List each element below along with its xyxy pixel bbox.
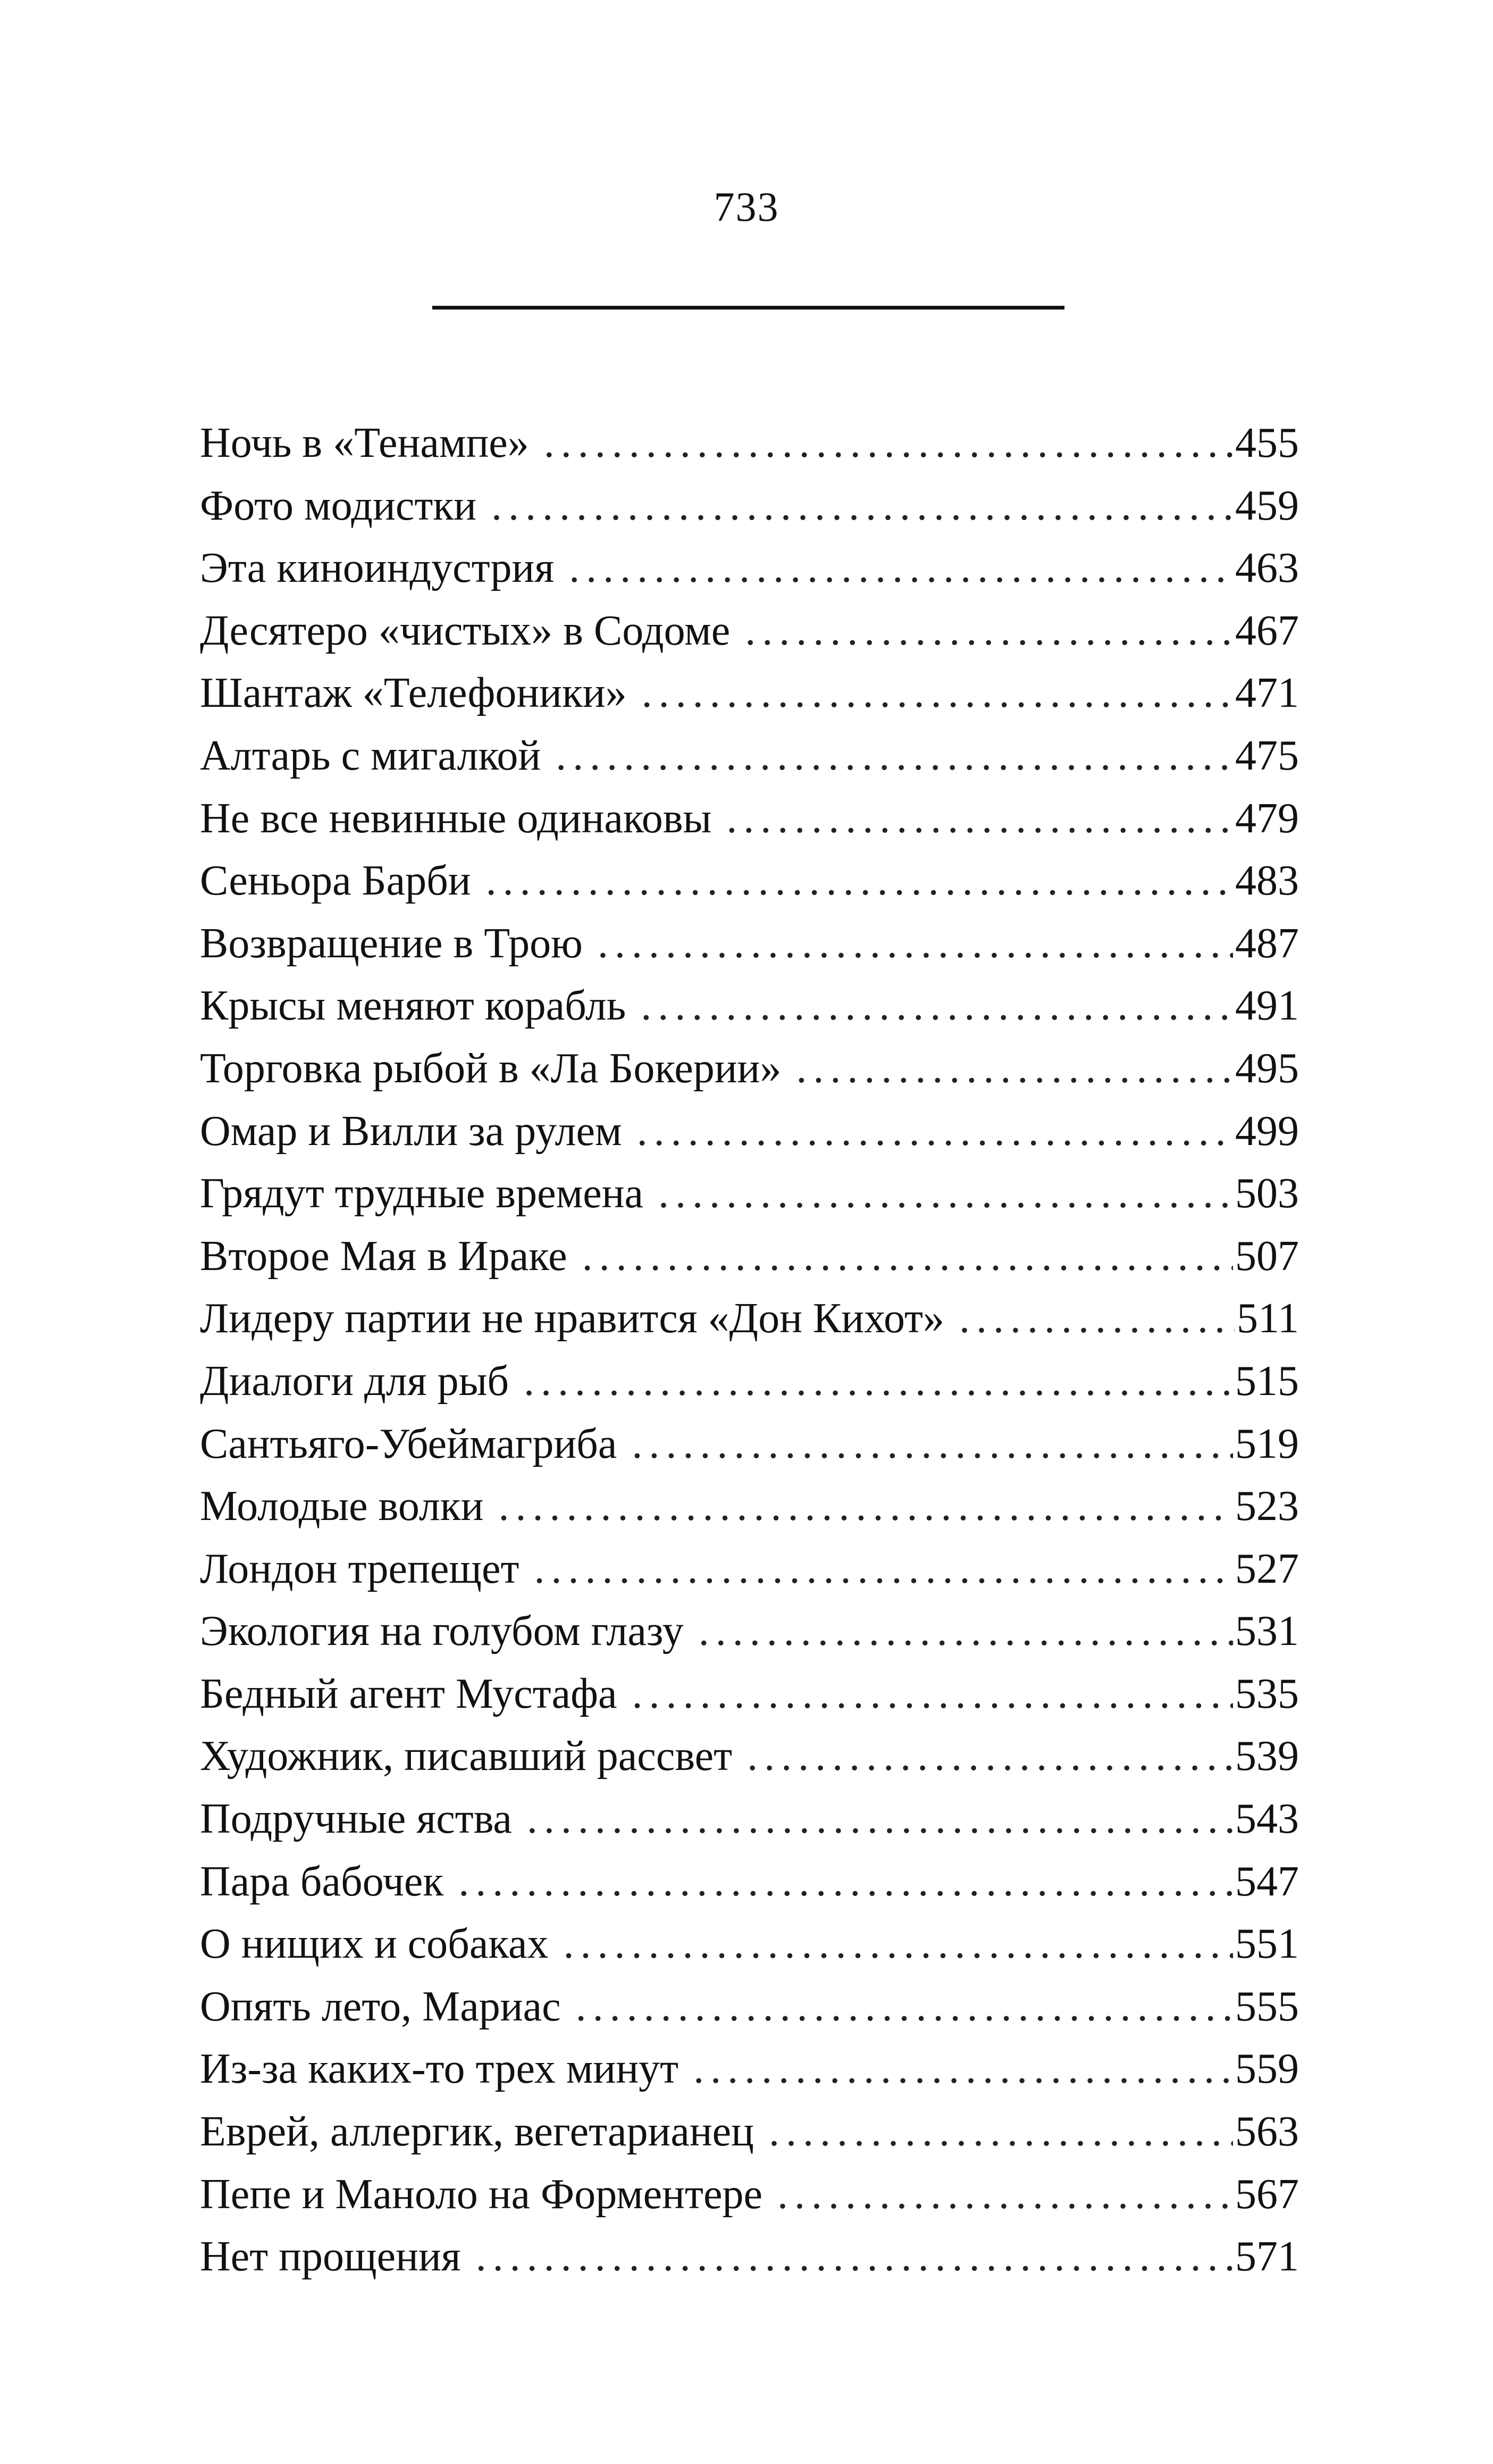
toc-entry-title: Ночь в «Тенампе»	[200, 420, 529, 466]
toc-entry-page: 531	[1235, 1608, 1299, 1655]
toc-entry	[200, 1663, 1299, 1726]
toc-entry	[200, 2164, 1299, 2226]
toc-entry-title: Крысы меняют корабль	[200, 982, 626, 1030]
toc-entry-page: 495	[1235, 1045, 1299, 1092]
toc-entry	[200, 913, 1299, 975]
toc-dot-leader	[637, 1100, 1233, 1163]
toc-entry-title: Опять лето, Мариас	[200, 1983, 561, 2030]
toc-entry-title: Омар и Вилли за рулем	[200, 1107, 622, 1155]
toc-entry-page: 571	[1235, 2233, 1299, 2281]
toc-dot-leader	[699, 1600, 1233, 1663]
toc-dot-leader	[632, 1663, 1233, 1726]
toc-entry-title: Сеньора Барби	[200, 857, 471, 905]
toc-dot-leader	[527, 1788, 1233, 1851]
table-of-contents	[200, 412, 1299, 2288]
header-rule	[432, 306, 1064, 310]
toc-entry	[200, 1788, 1299, 1851]
toc-entry-page: 507	[1235, 1232, 1299, 1280]
toc-entry-title: Еврей, аллергик, вегетарианец	[200, 2108, 754, 2156]
toc-dot-leader	[726, 788, 1233, 850]
toc-entry-title: Пара бабочек	[200, 1858, 444, 1905]
toc-entry-page: 503	[1235, 1170, 1299, 1217]
toc-entry-page: 459	[1235, 482, 1299, 529]
toc-entry-page: 475	[1235, 732, 1299, 779]
toc-dot-leader	[498, 1475, 1233, 1538]
toc-entry	[200, 1038, 1299, 1100]
toc-entry	[200, 2038, 1299, 2101]
toc-entry-title: Фото модистки	[200, 482, 477, 529]
toc-entry-title: Лондон трепещет	[200, 1545, 519, 1592]
toc-entry-title: Алтарь с мигалкой	[200, 732, 541, 779]
toc-dot-leader	[632, 1413, 1233, 1476]
toc-entry-page: 535	[1235, 1670, 1299, 1717]
toc-entry-title: Второе Мая в Ираке	[200, 1232, 567, 1280]
toc-dot-leader	[582, 1225, 1233, 1288]
toc-entry-page: 523	[1235, 1483, 1299, 1530]
toc-dot-leader	[564, 1913, 1233, 1976]
toc-entry-page: 559	[1235, 2045, 1299, 2093]
toc-dot-leader	[796, 1038, 1233, 1100]
toc-entry-title: Экология на голубом глазу	[200, 1608, 684, 1655]
toc-entry-page: 527	[1235, 1545, 1299, 1592]
toc-dot-leader	[642, 662, 1233, 725]
toc-entry	[200, 1225, 1299, 1288]
toc-dot-leader	[556, 725, 1233, 788]
toc-entry-title: Не все невинные одинаковы	[200, 795, 712, 842]
toc-dot-leader	[491, 475, 1233, 538]
toc-entry	[200, 1538, 1299, 1601]
toc-dot-leader	[458, 1851, 1233, 1914]
toc-entry	[200, 1288, 1299, 1350]
toc-entry-title: Бедный агент Мустафа	[200, 1670, 617, 1717]
toc-entry	[200, 1725, 1299, 1788]
toc-entry-page: 455	[1235, 420, 1299, 466]
page-number: 733	[714, 183, 779, 230]
toc-entry	[200, 2226, 1299, 2288]
toc-entry	[200, 1913, 1299, 1976]
toc-entry-page: 547	[1235, 1858, 1299, 1905]
toc-entry-title: Эта киноиндустрия	[200, 545, 555, 592]
toc-dot-leader	[641, 975, 1233, 1038]
toc-entry	[200, 1100, 1299, 1163]
toc-dot-leader	[569, 537, 1233, 600]
toc-entry	[200, 975, 1299, 1038]
toc-entry-title: Нет прощения	[200, 2233, 461, 2281]
toc-entry	[200, 1350, 1299, 1413]
toc-dot-leader	[745, 600, 1233, 663]
toc-entry-page: 567	[1235, 2170, 1299, 2218]
toc-entry-title: Возвращение в Трою	[200, 920, 583, 967]
toc-entry-title: Пепе и Маноло на Форментере	[200, 2170, 762, 2218]
toc-entry	[200, 850, 1299, 913]
toc-dot-leader	[576, 1976, 1233, 2039]
toc-dot-leader	[524, 1350, 1233, 1413]
toc-dot-leader	[777, 2164, 1233, 2226]
toc-entry	[200, 1851, 1299, 1914]
toc-entry-page: 499	[1235, 1107, 1299, 1155]
toc-entry-title: Грядут трудные времена	[200, 1170, 644, 1217]
toc-dot-leader	[959, 1288, 1235, 1350]
toc-entry-title: Подручные яства	[200, 1795, 512, 1843]
toc-entry	[200, 1163, 1299, 1225]
toc-entry	[200, 2101, 1299, 2164]
toc-entry-page: 539	[1235, 1733, 1299, 1780]
toc-dot-leader	[544, 412, 1233, 475]
toc-entry-title: Десятеро «чистых» в Содоме	[200, 607, 731, 654]
toc-entry	[200, 725, 1299, 788]
toc-entry-page: 471	[1235, 670, 1299, 717]
toc-entry-page: 563	[1235, 2108, 1299, 2156]
toc-dot-leader	[747, 1725, 1233, 1788]
toc-entry-page: 511	[1236, 1295, 1299, 1342]
toc-entry	[200, 600, 1299, 663]
toc-entry-title: Торговка рыбой в «Ла Бокерии»	[200, 1045, 782, 1092]
toc-dot-leader	[476, 2226, 1233, 2288]
toc-entry-title: Молодые волки	[200, 1483, 484, 1530]
toc-entry-title: Лидеру партии не нравится «Дон Кихот»	[200, 1295, 944, 1342]
toc-entry-page: 467	[1235, 607, 1299, 654]
toc-entry-title: О нищих и собаках	[200, 1920, 549, 1968]
toc-entry-page: 519	[1235, 1420, 1299, 1467]
toc-entry-page: 479	[1235, 795, 1299, 842]
toc-dot-leader	[534, 1538, 1233, 1601]
toc-entry-page: 515	[1235, 1357, 1299, 1405]
toc-entry-title: Сантьяго-Убеймагриба	[200, 1420, 617, 1467]
toc-entry	[200, 1600, 1299, 1663]
toc-dot-leader	[693, 2038, 1233, 2101]
toc-entry	[200, 788, 1299, 850]
toc-entry	[200, 1413, 1299, 1476]
toc-dot-leader	[769, 2101, 1233, 2164]
toc-entry	[200, 537, 1299, 600]
toc-entry-page: 463	[1235, 545, 1299, 592]
toc-entry-page: 487	[1235, 920, 1299, 967]
toc-entry	[200, 412, 1299, 475]
toc-entry-title: Шантаж «Телефоники»	[200, 670, 627, 717]
toc-entry-page: 555	[1235, 1983, 1299, 2030]
toc-entry	[200, 1976, 1299, 2039]
toc-dot-leader	[658, 1163, 1233, 1225]
toc-entry-title: Художник, писавший рассвет	[200, 1733, 733, 1780]
toc-entry-title: Диалоги для рыб	[200, 1357, 509, 1405]
toc-entry-title: Из-за каких-то трех минут	[200, 2045, 679, 2093]
toc-dot-leader	[598, 913, 1233, 975]
toc-entry-page: 483	[1235, 857, 1299, 905]
toc-entry	[200, 475, 1299, 538]
toc-entry	[200, 662, 1299, 725]
toc-entry	[200, 1475, 1299, 1538]
toc-entry-page: 491	[1235, 982, 1299, 1030]
toc-dot-leader	[486, 850, 1233, 913]
toc-entry-page: 551	[1235, 1920, 1299, 1968]
toc-entry-page: 543	[1235, 1795, 1299, 1843]
